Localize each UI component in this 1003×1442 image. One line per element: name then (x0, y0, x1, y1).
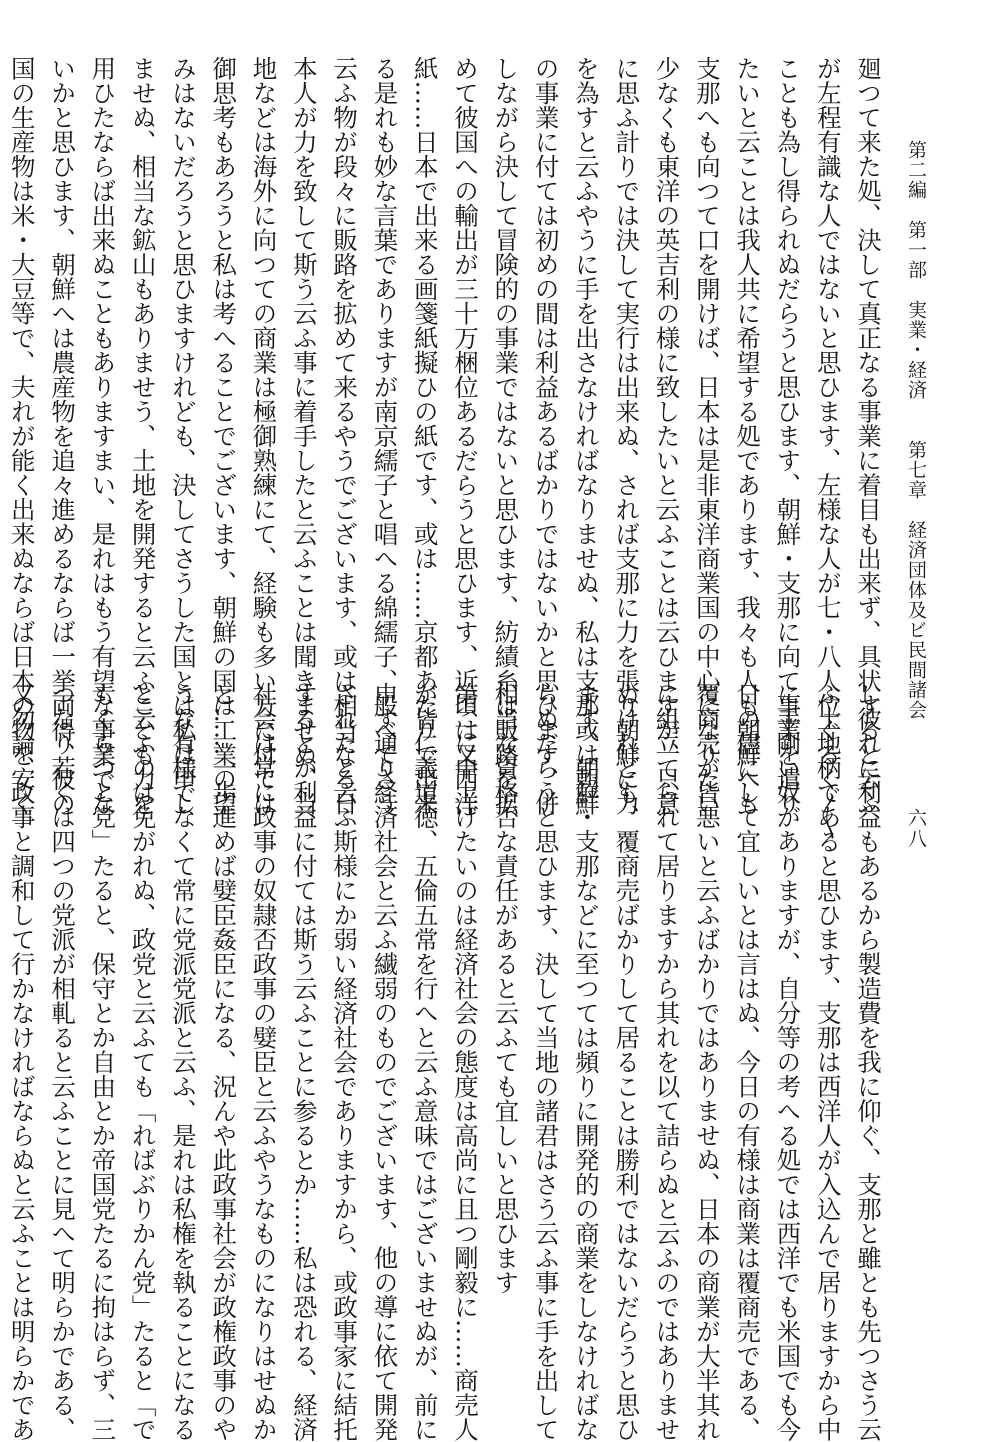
text-line: ふ土地柄であると思ひます、支那は西洋人が入込んで居りますから中 (813, 682, 843, 1442)
text-line: 紙……日本で出来る画箋紙擬ひの紙です、或は……京都あたりで出来 (410, 56, 440, 816)
text-line: 御思考もあろうと私は考へることでございます、朝鮮の国は工業の望 (209, 56, 239, 816)
text-line: 社会は常に政事の奴隷否政事の嬖臣と云ふやうなものになりはせぬか (249, 682, 279, 1442)
lower-text-block (7, 682, 888, 1442)
text-line: しながら決して冒険的の事業ではないと思ひます、紡績糸は販路を拡 (491, 56, 521, 816)
text-line: もくらつと党」たると、保守とか自由とか帝国党たるに拘はらず、三 (88, 682, 118, 1442)
text-line: 少なくも東洋の英吉利の様に致したいと云ふことは云ひますが、只意 (652, 56, 682, 816)
text-line: と云ふのは免がれぬ、政党と云ふても「ればぶりかん党」たると「で (128, 682, 158, 1442)
text-line: らぬだらうと思ひます、決して当地の諸君はさう云ふ事に手を出して (531, 682, 561, 1442)
running-head: 第二編 第一部 実業・経済 第七章 経済団体及ビ民間諸会 (905, 140, 927, 720)
text-line: みはないだろうと思ひますけれども、決してさうした国とは私は申し (168, 56, 198, 816)
text-line: に思ふ計りでは決して実行は出来ぬ、されば支那に力を張り朝鮮に力 (612, 56, 642, 816)
text-line: 国の生産物は米・大豆等で、夫れが能く出来ぬならば日本の物を安く (7, 56, 37, 816)
text-line: が左程有識な人ではないと思ひます、左様な人が七・八人位ぐるく〳〵 (813, 56, 843, 840)
text-line: 又勿論、政事と調和して行かなければならぬと云ふことは明らかであ (7, 682, 37, 1442)
text-line: し彼れに利益もあるから製造費を我に仰ぐ、支那と雖とも先つさう云 (854, 682, 883, 1442)
text-line: の事業に付ては初めの間は利益あるばかりではないかと思ひます、併 (531, 56, 561, 816)
text-line: めて彼国への輸出が三十万梱位あるだらうと思ひます、近頃は又西洋 (451, 56, 481, 816)
text-line: されたと云ふ斯様にか弱い経済社会でありますから、或政事家に結托 (330, 682, 360, 1442)
text-line: ませぬ、相当な鉱山もありませう、土地を開発すると云ふことも力を (128, 56, 158, 816)
page-number: 六八 (905, 808, 927, 850)
text-line: いかと思ひます、朝鮮へは農産物を追々進めるならば一挙両得、彼の (48, 56, 78, 816)
text-line: ことも為し得られぬだらうと思ひます、朝鮮・支那に向て事業を遣り (773, 56, 803, 816)
upper-text-block (7, 56, 888, 840)
text-line: 用ひたならば出来ぬこともありますまい、是れはもう有望な事業でな (88, 56, 118, 816)
text-line: と……一歩進めば嬖臣姦臣になる、況んや此政事社会が政権政事のや (209, 682, 239, 1442)
text-line: が皆仁義道徳、五倫五常を行へと云ふ意味ではございませぬが、前に (410, 682, 440, 1442)
text-line: に組立てられて居りますから其れを以て詰らぬと云ふのではありませ (652, 682, 682, 1442)
text-line: 相当な資格否な責任があると云ふても宜しいと思ひます (491, 682, 521, 1295)
text-line: ます、朝鮮・支那などに至つては頻りに開発的の商業をしなければな (571, 682, 601, 1442)
text-line: うな有様でなくて常に党派党派と云ふ、是れは私権を執ることになる (168, 682, 198, 1442)
text-line: に手剛い奴がありますが、自分等の考へる処では西洋でも米国でも今 (773, 682, 803, 1442)
text-line: 地などは海外に向つての商業は極御熟練にて、経験も多い方に付ては (249, 56, 279, 816)
text-line: つなり若くは四つの党派が相軋ると云ふことに見へて明らかである、 (48, 682, 78, 1442)
text-line: 覆商売が皆悪いと云ふばかりではありませぬ、日本の商業が大半其れ (692, 682, 722, 1442)
text-line: 廻つて来た処、決して真正なる事業に着目も出来ず、具状すると云ふ (854, 56, 883, 816)
text-line: たいと云ことは我人共に希望する処であります、我々も人も朝鮮へも (733, 56, 763, 816)
text-line: ぬけれども、覆商売ばかりして居ることは勝利ではないだらうと思ひ (612, 682, 642, 1442)
text-line: 申す通り経済社会と云ふ繊弱のものでございます、他の導に依て開発 (370, 682, 400, 1442)
text-line: 日の儘にして宜しいとは言はぬ、今日の有様は商業は覆商売である、 (733, 682, 763, 1442)
text-line: 支那へも向つて口を開けば、日本は是非東洋商業国の中心になりたい (692, 56, 722, 816)
text-line: するとか利益に付ては斯う云ふことに参るとか……私は恐れる、経済 (289, 682, 319, 1442)
text-line: を為すと云ふやうに手を出さなければなりませぬ、私は支那或は朝鮮 (571, 56, 601, 816)
text-line: 第二に申上げたいのは経済社会の態度は高尚に且つ剛毅に……商売人 (451, 682, 481, 1442)
text-line: 本人が力を致して斯う云ふ事に着手したと云ふことは聞きませぬ、当 (289, 56, 319, 816)
text-line: る是れも妙な言葉でありますが南京繻子と唱へる綿繻子、般べてさう (370, 56, 400, 816)
text-line: 云ふ物が段々に販路を拡めて来るやうでございます、或は相当なる日 (330, 56, 360, 816)
